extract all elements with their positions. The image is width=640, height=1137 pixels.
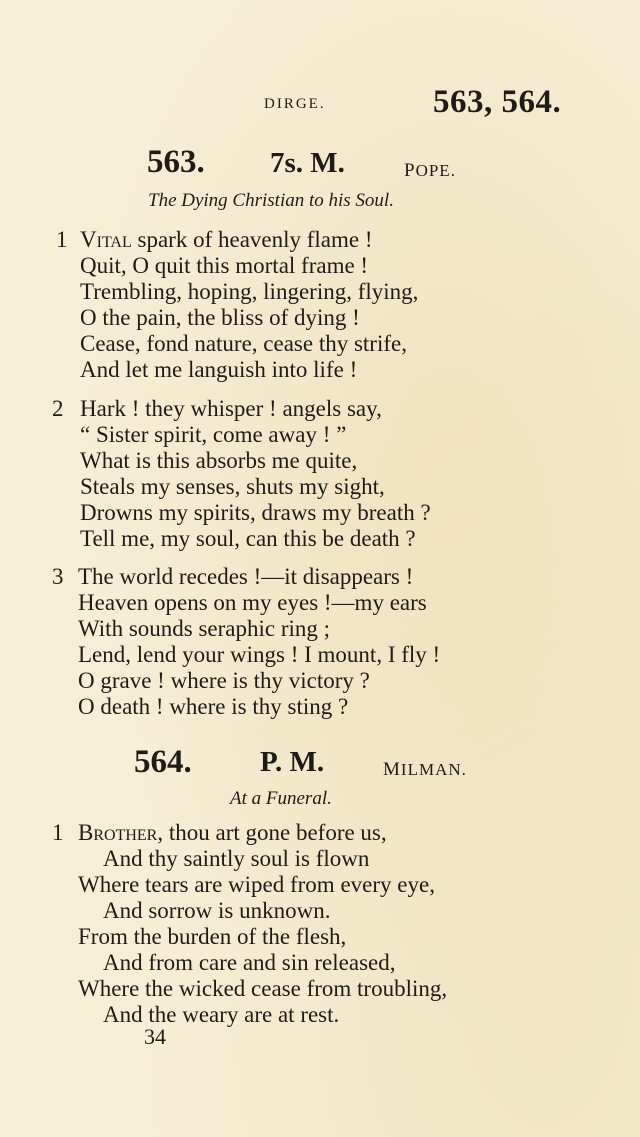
verse-line: Hark ! they whisper ! angels say,: [80, 396, 382, 421]
verse-line: And the weary are at rest.: [103, 1002, 340, 1027]
verse-line: And sorrow is unknown.: [103, 898, 331, 923]
hymn-author-rest: ILMAN.: [400, 760, 467, 779]
verse-line: “ Sister spirit, come away ! ”: [80, 422, 347, 447]
verse-lead-word: Vital: [80, 227, 132, 252]
verse-number: 2: [52, 396, 64, 421]
hymn-author: [404, 160, 456, 182]
verse-line: Steals my senses, shuts my sight,: [80, 474, 385, 499]
hymn-number: 564.: [134, 744, 192, 780]
verse-line: Cease, fond nature, cease thy strife,: [80, 331, 407, 356]
verse-line: The world recedes !—it disappears !: [78, 564, 414, 589]
hymn-title: The Dying Christian to his Soul.: [148, 190, 394, 211]
verse-line: [80, 227, 373, 253]
verse-line: And thy saintly soul is flown: [103, 846, 370, 871]
hymn-meter: P. M.: [260, 746, 325, 778]
verse-line: Where tears are wiped from every eye,: [78, 872, 435, 897]
hymn-author-initial: P: [404, 160, 416, 181]
verse-line: What is this absorbs me quite,: [80, 448, 358, 473]
verse-line: Tell me, my soul, can this be death ?: [80, 526, 416, 551]
hymn-meter: 7s. M.: [270, 147, 345, 179]
hymn-number: 563.: [147, 144, 205, 180]
hymn-title: At a Funeral.: [230, 788, 332, 809]
verse-lead-word: Brother: [78, 820, 158, 845]
verse-line: Quit, O quit this mortal frame !: [80, 253, 369, 278]
verse-line: From the burden of the flesh,: [78, 924, 347, 949]
verse-line: Trembling, hoping, lingering, flying,: [80, 279, 419, 304]
verse-line: Heaven opens on my eyes !—my ears: [78, 590, 427, 615]
hymn-author: [383, 759, 467, 781]
page-hymn-numbers: 563, 564.: [433, 84, 562, 120]
hymn-author-rest: OPE.: [415, 161, 456, 180]
verse-line-rest: spark of heavenly flame !: [131, 227, 373, 252]
hymn-author-initial: M: [383, 759, 401, 780]
verse-line-rest: , thou art gone before us,: [157, 820, 387, 845]
verse-number: 3: [52, 564, 64, 589]
verse-line: Where the wicked cease from troubling,: [78, 976, 448, 1001]
verse-line: O grave ! where is thy victory ?: [78, 668, 370, 693]
verse-number: 1: [56, 227, 68, 252]
verse-line: O death ! where is thy sting ?: [78, 694, 349, 719]
verse-line: With sounds seraphic ring ;: [78, 616, 331, 641]
verse-line: And from care and sin released,: [103, 950, 396, 975]
verse-number: 1: [52, 820, 64, 845]
verse-line: Lend, lend your wings ! I mount, I fly !: [78, 642, 441, 667]
verse-line: And let me languish into life !: [80, 357, 358, 382]
page-folio: 34: [144, 1024, 166, 1049]
verse-line: Drowns my spirits, draws my breath ?: [80, 500, 431, 525]
verse-line: [78, 820, 387, 846]
running-head: DIRGE.: [264, 96, 326, 112]
verse-line: O the pain, the bliss of dying !: [80, 305, 360, 330]
